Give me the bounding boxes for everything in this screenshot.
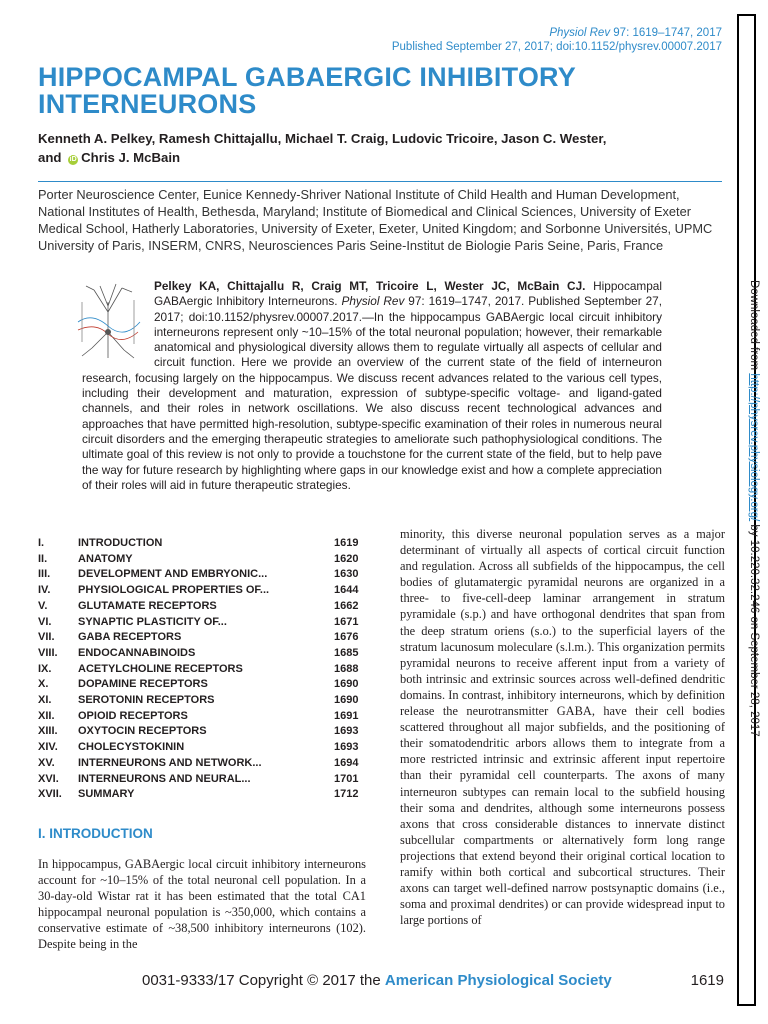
toc-row[interactable]: XIII. OXYTOCIN RECEPTORS 1693 xyxy=(38,725,359,738)
divider xyxy=(38,181,722,182)
journal-header xyxy=(392,26,722,54)
toc-row[interactable]: IX. ACETYLCHOLINE RECEPTORS 1688 xyxy=(38,662,359,675)
toc-row[interactable]: XII. OPIOID RECEPTORS 1691 xyxy=(38,709,359,722)
abstract-body: In the hippocampus GABAergic local circuit inhibitory interneurons represent only ~10–15% of the total neuronal population; however, their remarkable anatomical and physiological diversity allows them to regulate virtually all aspects of cellular and circuit function. Here we provide an overview of the current state of the field of interneuron research, focusing largely on the hippocampus. We discuss recent advances related to the various cell types, including their development and maturation, expression of subtype-specific voltage- and ligand-gated channels, and their roles in network oscillations. We also discuss recent technological advances and approaches that have permitted high-resolution, subtype-specific examination of their roles in numerous neural circuit disorders and the emerging therapeutic strategies to ameliorate such pathophysiological conditions. The ultimate goal of this review is not only to provide a touchstone for the current state of the field, but to help pave the way for future research by highlighting where gaps in our knowledge exist and how a complete appreciation of their roles will aid in future therapeutic strategies. xyxy=(82,309,662,492)
toc-row[interactable]: IV. PHYSIOLOGICAL PROPERTIES OF... 1644 xyxy=(38,584,359,597)
orcid-icon[interactable]: iD xyxy=(69,156,77,163)
affiliation: Porter Neuroscience Center, Eunice Kennedy-Shriver National Institute of Child Health and Human Development, National Institutes of Health, Bethesda, Maryland; Institute of Biomedical and Clinical Sciences, University of Exeter Medical School, Hatherly Laboratories, University of Exeter, Exeter, United Kingdom; and Sorbonne Universités, UPMC University of Paris, INSERM, CNRS, Neurosciences Paris Seine-Institut de Biologie Paris Seine, Paris, France xyxy=(38,187,713,253)
toc-row[interactable]: XIV. CHOLECYSTOKININ 1693 xyxy=(38,741,359,754)
copyright: 0031-9333/17 Copyright © 2017 the xyxy=(142,972,385,989)
intro-column-left: In hippocampus, GABAergic local circuit inhibitory interneurons account for ~10–15% of the total neuronal cell population. In a 30-day-old Wistar rat it has been estimated that the total CA1 hippocampal neuronal population is ~350,000, which contains a conservative estimate of ~38,500 inhibitory interneurons (102). Despite being in the xyxy=(38,857,366,952)
toc-row[interactable]: VIII. ENDOCANNABINOIDS 1685 xyxy=(38,646,359,659)
toc-row[interactable]: XI. SEROTONIN RECEPTORS 1690 xyxy=(38,694,359,707)
abstract: Pelkey KA, Chittajallu R, Craig MT, Tricoire L, Wester JC, McBain CJ. Hippocampal GABAergic Inhibitory Interneurons. Physiol Rev 97: 1619–1747, 2017. Published September 27, 2017; doi:10.1152/physrev.00007.2017.—In the hippocampus GABAergic local circuit inhibitory interneurons represent only ~10–15% of the total neuronal population; however, their remarkable anatomical and physiological diversity allows them to regulate virtually all aspects of cellular and circuit function. Here we provide an overview of the current state of the field of interneuron research, focusing largely on the hippocampus. We discuss recent advances related to the various cell types, including their development and maturation, expression of subtype-specific voltage- and ligand-gated channels, and their roles in network oscillations. We also discuss recent technological advances and approaches that have permitted high-resolution, subtype-specific examination of their roles in numerous neural circuit disorders and the emerging therapeutic strategies to ameliorate such pathophysiological conditions. The ultimate goal of this review is not only to provide a touchstone for the current state of the field, but to help pave the way for future research by highlighting where gaps in our knowledge exist and how a complete appreciation of their roles will aid in future therapeutic strategies. xyxy=(82,279,662,492)
journal-citation: 97: 1619–1747, 2017 xyxy=(613,27,722,39)
toc-row[interactable]: VI. SYNAPTIC PLASTICITY OF... 1671 xyxy=(38,615,359,628)
physrev-link[interactable]: http://physrev.physiology.org/ xyxy=(748,373,760,522)
abstract-citation-authors: Pelkey KA, Chittajallu R, Craig MT, Tricoire L, Wester JC, McBain CJ. xyxy=(154,279,586,293)
toc-row[interactable]: XV. INTERNEURONS AND NETWORK... 1694 xyxy=(38,756,359,769)
toc-row[interactable]: VII. GABA RECEPTORS 1676 xyxy=(38,631,359,644)
download-sidebar: Downloaded from http://physrev.physiology.org/ by 10.220.32.246 on September 28, 2017 xyxy=(748,280,760,737)
toc-row[interactable]: V. GLUTAMATE RECEPTORS 1662 xyxy=(38,599,359,612)
toc-row[interactable]: XVII. SUMMARY 1712 xyxy=(38,788,359,801)
intro-column-right: minority, this diverse neuronal population serves as a major determinant of virtually all aspects of cortical circuit function and regulation. Across all subfields of the hippocampus, the cell bodies of glutamatergic pyramidal neurons are organized in a three- to five-cell-deep laminar arrangement in stratum pyramidale (s.p.) and have orthogonal dendrites that span from the deep stratum oriens (s.o.) to the superficial layers of the stratum lacunosum moleculare (s.l.m.). This organization permits pyramidal neurons to receive afferent input from a variety of both intrinsic and extrinsic sources across well-defined dendritic domains. In contrast, inhibitory interneurons, which by definition release the neurotransmitter GABA, have their cell bodies scattered throughout all major subfields, and the positioning of their somatodendritic arbors allows them to integrate from a more restricted intrinsic and extrinsic afferent input repertoire than their pyramidal cell counterparts. The axons of many interneuron subtypes can remain local to the subfield housing their soma and dendrites, although some interneurons possess axons that cross considerable distances to innervate distinct subcellular compartments or alternatively form long range projections that extend beyond their original cortical location to ramify within both cortical and subcortical structures. Their axons can target well-defined narrow postsynaptic domains (i.e., soma and proximal dendrites) or can provide widespread input to large portions of xyxy=(400,527,725,928)
published-line: Published September 27, 2017; doi:10.1152/physrev.00007.2017 xyxy=(391,41,722,53)
page-footer xyxy=(142,972,738,989)
toc-row[interactable]: XVI. INTERNEURONS AND NEURAL... 1701 xyxy=(38,772,359,785)
society-name: American Physiological Society xyxy=(384,972,612,989)
page-number: 1619 xyxy=(690,972,724,989)
author-list: Kenneth A. Pelkey, Ramesh Chittajallu, Michael T. Craig, Ludovic Tricoire, Jason C. Wester, and iD Chris J. McBain xyxy=(38,131,607,165)
section-heading: I. INTRODUCTION xyxy=(38,826,153,841)
toc-row[interactable]: X. DOPAMINE RECEPTORS 1690 xyxy=(38,678,359,691)
table-of-contents xyxy=(38,536,368,803)
toc-row[interactable]: II. ANATOMY 1620 xyxy=(38,552,359,565)
journal-name: Physiol Rev xyxy=(549,27,611,39)
article-title: HIPPOCAMPAL GABAERGIC INHIBITORY INTERNEURONS xyxy=(38,62,576,119)
toc-row[interactable]: III. DEVELOPMENT AND EMBRYONIC... 1630 xyxy=(38,568,359,581)
toc-row[interactable]: I. INTRODUCTION 1619 xyxy=(38,537,359,549)
